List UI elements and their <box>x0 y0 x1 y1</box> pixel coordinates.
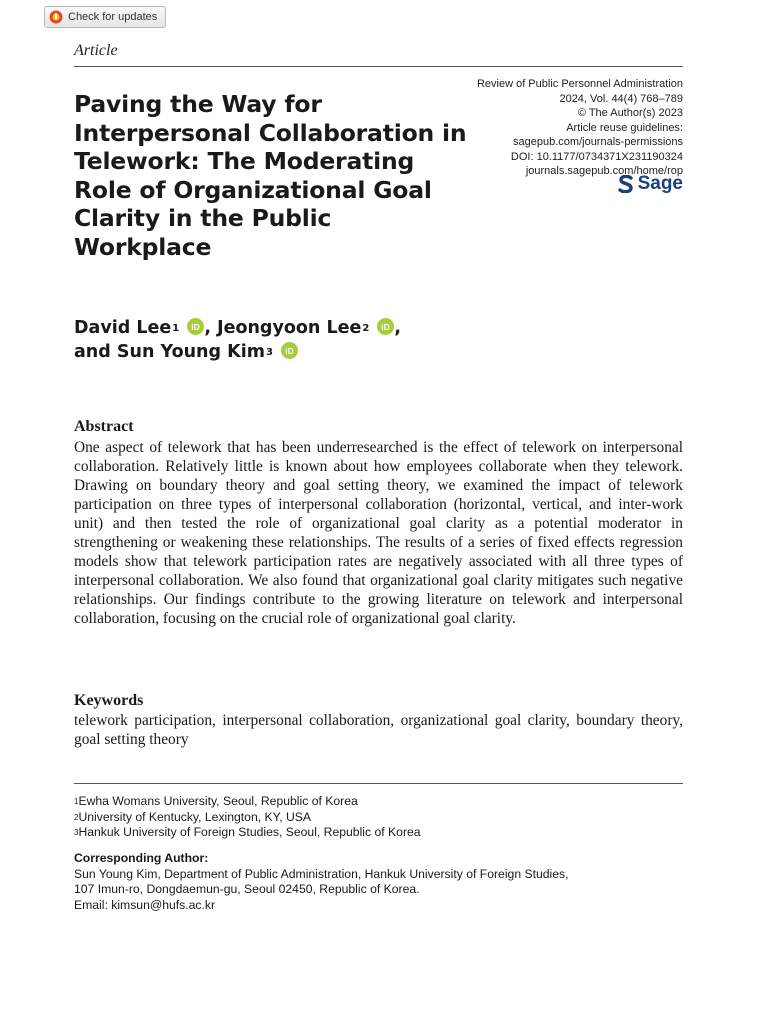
article-type: Article <box>74 42 118 59</box>
abstract-text: One aspect of telework that has been underresearched is the effect of telework on interpersonal collaboration. Relatively little is known about how employees collaborate when they telework. Drawing on boundary theory and goal setting theory, we examined the impact of telework participation on three types of interpersonal collaboration (horizontal, vertical, and inter-work unit) and then tested the role of organizational goal clarity as a potential moderator in strengthening or weakening these relationships. The results of a series of fixed effects regression models show that telework participation rates are negatively associated with all three types of interpersonal collaboration. We also found that organizational goal clarity mitigates such negative relationships. Our findings contribute to the growing literature on telework and interpersonal collaboration, focusing on the crucial role of organizational goal clarity. <box>74 439 683 627</box>
check-for-updates-button[interactable] <box>44 6 166 28</box>
journal-copyright: © The Author(s) 2023 <box>577 107 683 119</box>
corresponding-author-line: Sun Young Kim, Department of Public Administration, Hankuk University of Foreign Studies, <box>74 866 569 881</box>
header-rule <box>74 66 683 67</box>
affiliation-text: Ewha Womans University, Seoul, Republic of Korea <box>78 794 358 808</box>
affiliation-text: University of Kentucky, Lexington, KY, USA <box>78 809 312 824</box>
affiliation-marker: 3 <box>74 828 79 837</box>
author-conjunction: and <box>74 342 111 362</box>
affiliation-marker: 1 <box>74 797 79 806</box>
author-separator: , <box>204 318 211 338</box>
journal-doi[interactable]: DOI: 10.1177/0734371X231190324 <box>510 150 683 163</box>
keywords-heading: Keywords <box>74 692 144 709</box>
journal-volume: 2024, Vol. 44(4) 768–789 <box>559 92 683 105</box>
journal-home-link[interactable]: journals.sagepub.com/home/rop <box>525 165 683 177</box>
svg-text:iD: iD <box>381 321 391 332</box>
journal-permissions-link[interactable]: sagepub.com/journals-permissions <box>513 136 683 148</box>
journal-reuse: Article reuse guidelines: <box>566 121 683 134</box>
author-separator: , <box>394 318 402 338</box>
author-name: David Lee <box>74 318 172 338</box>
corresponding-author-address: 107 Imun-ro, Dongdaemun-gu, Seoul 02450, Republic of Korea. <box>74 882 420 896</box>
author-affiliation-marker: 3 <box>265 347 273 358</box>
check-updates-icon <box>49 10 63 24</box>
affiliations <box>74 794 421 841</box>
orcid-icon[interactable] <box>281 342 298 359</box>
affiliation-item <box>74 825 421 841</box>
affiliation-text: Hankuk University of Foreign Studies, Seoul, Republic of Korea <box>78 825 421 839</box>
corresponding-author <box>74 851 569 913</box>
sage-logo <box>618 173 683 195</box>
author-name: Jeongyoon Lee <box>217 318 362 338</box>
article-title: Paving the Way for Interpersonal Collaboration in Telework: The Moderating Role of Organizational Goal Clarity in the Public Workplace <box>74 90 467 261</box>
author-affiliation-marker: 2 <box>362 323 370 334</box>
orcid-icon[interactable] <box>187 318 204 335</box>
affiliation-marker: 2 <box>74 812 79 822</box>
check-for-updates-label: Check for updates <box>68 11 158 23</box>
sage-logo-text: Sage <box>637 173 683 194</box>
journal-name: Review of Public Personnel Administration <box>476 78 683 90</box>
keywords-text: telework participation, interpersonal collaboration, organizational goal clarity, boundary theory, goal setting theory <box>74 712 683 748</box>
svg-text:iD: iD <box>285 345 294 356</box>
author-list <box>74 316 634 364</box>
sage-logo-icon <box>618 175 634 193</box>
svg-text:iD: iD <box>191 321 201 332</box>
corresponding-author-email[interactable]: Email: kimsun@hufs.ac.kr <box>74 897 216 912</box>
author-affiliation-marker: 1 <box>172 323 180 334</box>
abstract-heading: Abstract <box>74 418 134 435</box>
affiliation-item <box>74 810 421 826</box>
affiliation-item <box>74 794 421 810</box>
footnote-rule <box>74 783 683 784</box>
orcid-icon[interactable] <box>377 318 394 335</box>
author-name: Sun Young Kim <box>116 342 265 362</box>
journal-info <box>477 77 683 179</box>
corresponding-author-heading: Corresponding Author: <box>74 851 209 865</box>
